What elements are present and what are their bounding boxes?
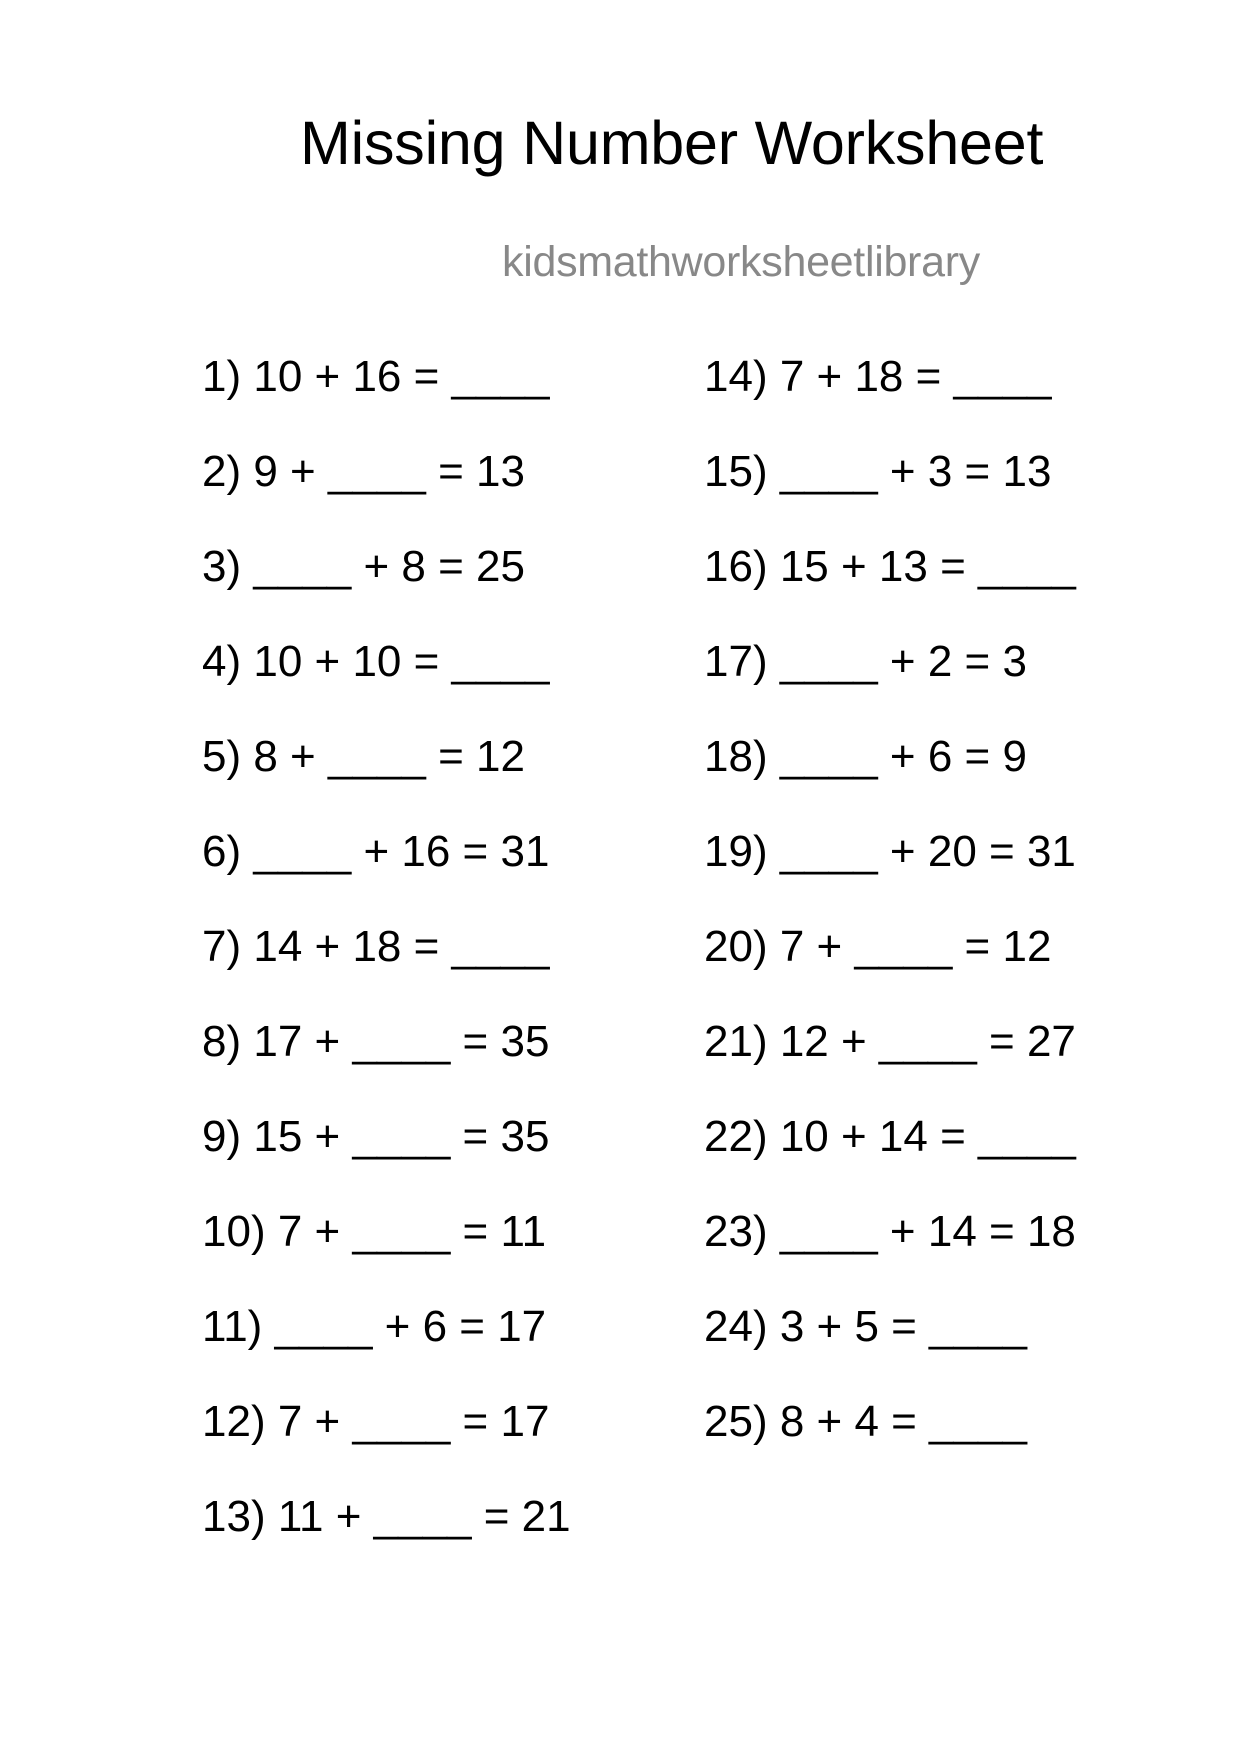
problem-number: 20) [704, 922, 768, 971]
problem-equation: ____ + 20 = 31 [779, 827, 1076, 876]
problem-equation: 10 + 16 = ____ [253, 352, 550, 401]
problem-number: 25) [704, 1397, 768, 1446]
problem-equation: ____ + 14 = 18 [779, 1207, 1076, 1256]
problem-number: 15) [704, 447, 768, 496]
problem-equation: 8 + ____ = 12 [253, 732, 525, 781]
problem-8 [202, 1016, 571, 1111]
problem-equation: 7 + ____ = 17 [277, 1397, 550, 1446]
worksheet-title: Missing Number Worksheet [300, 109, 1044, 177]
problem-18 [704, 731, 1076, 826]
problem-number: 9) [202, 1112, 242, 1161]
problem-equation: 7 + 18 = ____ [779, 352, 1052, 401]
problem-1 [202, 351, 571, 446]
problem-number: 3) [202, 542, 242, 591]
problem-12 [202, 1396, 571, 1491]
problem-equation: 10 + 10 = ____ [253, 637, 550, 686]
problem-equation: ____ + 16 = 31 [253, 827, 550, 876]
problem-equation: 15 + 13 = ____ [779, 542, 1076, 591]
problem-equation: 12 + ____ = 27 [779, 1017, 1076, 1066]
problem-equation: 17 + ____ = 35 [253, 1017, 550, 1066]
problem-23 [704, 1206, 1076, 1301]
problem-equation: 7 + ____ = 11 [277, 1207, 547, 1256]
problem-24 [704, 1301, 1076, 1396]
problem-number: 24) [704, 1302, 768, 1351]
problem-4 [202, 636, 571, 731]
problem-number: 17) [704, 637, 768, 686]
problem-14 [704, 351, 1076, 446]
problem-number: 6) [202, 827, 242, 876]
problem-number: 7) [202, 922, 242, 971]
problem-5 [202, 731, 571, 826]
problem-17 [704, 636, 1076, 731]
problem-number: 11) [202, 1302, 263, 1351]
problem-equation: ____ + 2 = 3 [779, 637, 1027, 686]
problem-number: 23) [704, 1207, 768, 1256]
problem-equation: ____ + 3 = 13 [779, 447, 1052, 496]
problem-equation: ____ + 6 = 9 [779, 732, 1027, 781]
problem-equation: ____ + 6 = 17 [274, 1302, 547, 1351]
problem-2 [202, 446, 571, 541]
worksheet-source: kidsmathworksheetlibrary [502, 238, 980, 286]
problem-number: 14) [704, 352, 768, 401]
problem-equation: 14 + 18 = ____ [253, 922, 550, 971]
problem-equation: 8 + 4 = ____ [779, 1397, 1027, 1446]
problem-15 [704, 446, 1076, 541]
problem-equation: 7 + ____ = 12 [779, 922, 1052, 971]
problem-number: 18) [704, 732, 768, 781]
problem-20 [704, 921, 1076, 1016]
problem-equation: 10 + 14 = ____ [779, 1112, 1076, 1161]
problem-16 [704, 541, 1076, 636]
problem-equation: ____ + 8 = 25 [253, 542, 525, 591]
problem-3 [202, 541, 571, 636]
problem-equation: 15 + ____ = 35 [253, 1112, 550, 1161]
problem-equation: 9 + ____ = 13 [253, 447, 525, 496]
problems-right-column [704, 351, 1076, 1491]
problem-number: 2) [202, 447, 242, 496]
problem-11 [202, 1301, 571, 1396]
problem-19 [704, 826, 1076, 921]
problem-number: 19) [704, 827, 768, 876]
problem-number: 16) [704, 542, 768, 591]
problem-6 [202, 826, 571, 921]
problem-number: 4) [202, 637, 242, 686]
problem-number: 5) [202, 732, 242, 781]
problem-13 [202, 1491, 571, 1586]
problem-10 [202, 1206, 571, 1301]
problem-number: 1) [202, 352, 242, 401]
problems-left-column [202, 351, 571, 1586]
problem-equation: 3 + 5 = ____ [779, 1302, 1027, 1351]
problem-7 [202, 921, 571, 1016]
problem-equation: 11 + ____ = 21 [277, 1492, 571, 1541]
problem-number: 13) [202, 1492, 266, 1541]
problem-number: 8) [202, 1017, 242, 1066]
problem-number: 12) [202, 1397, 266, 1446]
problem-number: 21) [704, 1017, 768, 1066]
problem-21 [704, 1016, 1076, 1111]
problem-9 [202, 1111, 571, 1206]
problem-number: 22) [704, 1112, 768, 1161]
problem-25 [704, 1396, 1076, 1491]
problem-number: 10) [202, 1207, 266, 1256]
problem-22 [704, 1111, 1076, 1206]
